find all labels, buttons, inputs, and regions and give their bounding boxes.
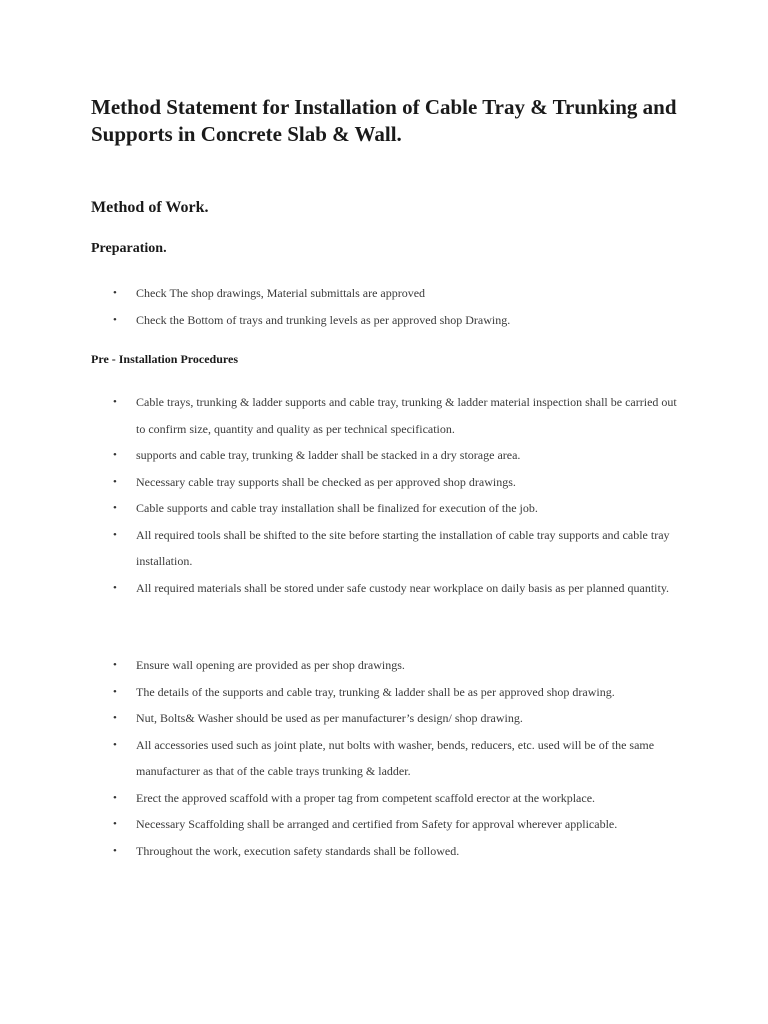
list-item <box>0 575 686 602</box>
list-item <box>0 732 686 785</box>
document-title: Method Statement for Installation of Cable Tray & Trunking and Supports in Concrete Slab & Wall. <box>91 95 677 146</box>
list-item-text: Throughout the work, execution safety standards shall be followed. <box>136 843 460 858</box>
list-item-text: Cable trays, trunking & ladder supports and cable tray, trunking & ladder material inspection shall be carried out to confirm size, quantity and quality as per technical specification. <box>136 395 677 436</box>
list-item-text: Erect the approved scaffold with a proper tag from competent scaffold erector at the workplace. <box>136 790 596 805</box>
list-item-text: The details of the supports and cable tray, trunking & ladder shall be as per approved shop drawing. <box>136 684 615 699</box>
list-item-text: Ensure wall opening are provided as per shop drawings. <box>136 658 405 672</box>
list-item <box>0 522 686 575</box>
preparation-list <box>0 280 768 333</box>
bullet-icon: • <box>113 818 117 830</box>
list-item-text: Check the Bottom of trays and trunking levels as per approved shop Drawing. <box>136 312 511 327</box>
list-item <box>0 838 686 865</box>
list-item-text: Check The shop drawings, Material submittals are approved <box>136 286 426 300</box>
pre-installation-list <box>0 389 768 601</box>
list-item <box>0 785 686 812</box>
list-item-text: Necessary cable tray supports shall be checked as per approved shop drawings. <box>136 474 516 489</box>
list-item-text: Necessary Scaffolding shall be arranged and certified from Safety for approval wherever applicable. <box>136 817 618 831</box>
bullet-icon: • <box>113 685 117 698</box>
list-item <box>0 652 686 679</box>
section-heading-method-of-work: Method of Work. <box>91 199 209 216</box>
bullet-icon: • <box>113 581 117 594</box>
list-item <box>0 811 686 838</box>
bullet-icon: • <box>113 313 117 326</box>
list-item <box>0 307 686 334</box>
list-item <box>0 495 686 522</box>
list-item <box>0 469 686 496</box>
list-item <box>0 442 686 469</box>
pre-installation-list-continued <box>0 652 768 864</box>
bullet-icon: • <box>113 712 117 724</box>
bullet-icon: • <box>113 738 117 751</box>
list-item-text: All required materials shall be stored under safe custody near workplace on daily basis as per planned quantity. <box>136 580 670 595</box>
list-item-text: Cable supports and cable tray installation shall be finalized for execution of the job. <box>136 501 538 515</box>
bullet-icon: • <box>113 502 117 514</box>
bullet-icon: • <box>113 791 117 804</box>
subheading-pre-installation-procedures: Pre - Installation Procedures <box>91 352 238 366</box>
subheading-preparation: Preparation. <box>91 241 167 256</box>
list-item-text: Nut, Bolts& Washer should be used as per manufacturer’s design/ shop drawing. <box>136 711 523 725</box>
list-item <box>0 679 686 706</box>
list-item <box>0 280 686 307</box>
bullet-icon: • <box>113 475 117 488</box>
bullet-icon: • <box>113 659 117 671</box>
list-item-text: supports and cable tray, trunking & ladder shall be stacked in a dry storage area. <box>136 448 521 462</box>
bullet-icon: • <box>113 396 117 408</box>
list-item <box>0 705 686 732</box>
bullet-icon: • <box>113 287 117 299</box>
list-item-text: All required tools shall be shifted to the site before starting the installation of cable tray supports and cable tray installation. <box>136 527 670 568</box>
bullet-icon: • <box>113 528 117 541</box>
list-item <box>0 389 686 442</box>
bullet-icon: • <box>113 449 117 461</box>
list-item-text: All accessories used such as joint plate, nut bolts with washer, bends, reducers, etc. used will be of the same manufacturer as that of the cable trays trunking & ladder. <box>136 737 655 778</box>
bullet-icon: • <box>113 844 117 857</box>
